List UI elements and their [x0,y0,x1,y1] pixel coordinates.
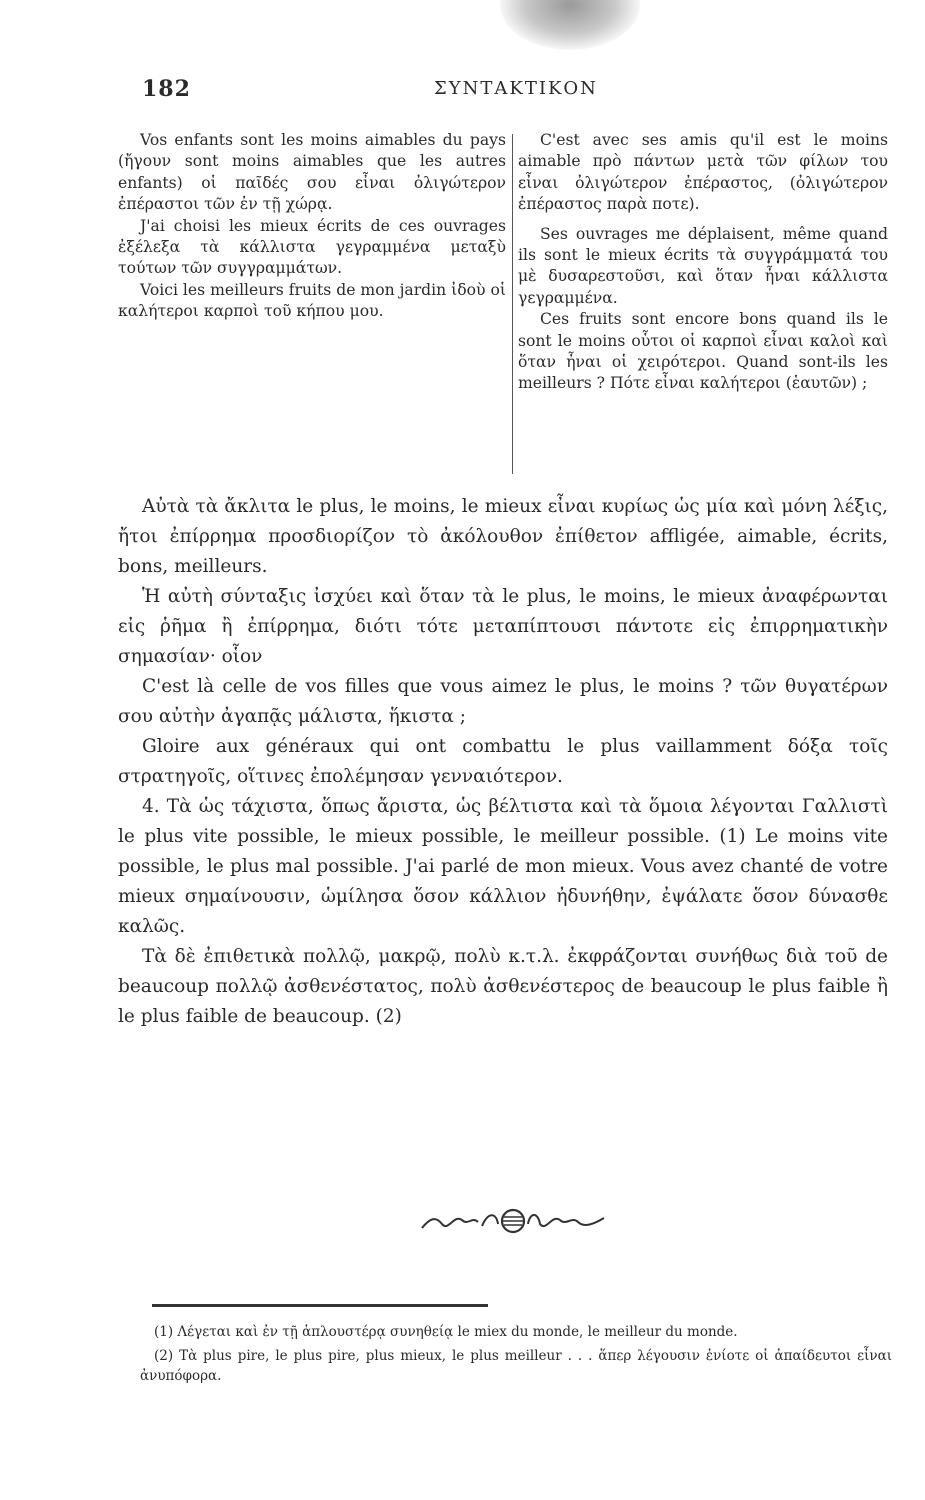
footnote-rule [152,1304,488,1307]
two-column-examples [118,130,888,480]
body-paragraph-2: Ἡ αὐτὴ σύνταξις ἰσχύει καὶ ὅταν τὰ le plus, le moins, le mieux ἀναφέρωνται εἰς ῥῆμα ἢ ἐπίρρημα, διότι τότε μεταπίπτουσι πάντοτε εἰς ἐπιρρηματικὴν σημασίαν· οἷον [118,586,888,667]
left-example-3: Voici les meilleurs fruits de mon jardin ἰδοὺ οἱ καλήτεροι καρποὶ τοῦ κήπου μου. [118,280,506,321]
left-example-1: Vos enfants sont les moins aimables du pays (ἤγουν sont moins aimables que les autres enfants) οἱ παῖδές σου εἶναι ὀλιγώτερον ἐπέραστοι τῶν ἐν τῇ χώρᾳ. [118,131,506,214]
body-paragraph-3: C'est là celle de vos filles que vous aimez le plus, le moins ? τῶν θυγατέρων σου αὐτὴν ἀγαπᾷς μάλιστα, ἥκιστα ; [118,676,888,727]
body-paragraph-5: 4. Τὰ ὡς τάχιστα, ὅπως ἄριστα, ὡς βέλτιστα καὶ τὰ ὅμοια λέγονται Γαλλιστὶ le plus vite possible, le mieux possible, le meilleur possible. (1) Le moins vite possible, le plus mal possible. J'ai parlé de mon mieux. Vous avez chanté de votre mieux σημαίνουσιν, ὡμίλησα ὅσον κάλλιον ἠδυνήθην, ἐψάλατε ὅσον δύνασθε καλῶς. [118,796,888,937]
right-example-1: C'est avec ses amis qu'il est le moins aimable πρὸ πάντων μετὰ τῶν φίλων του εἶναι ὀλιγώτερον ἐπέραστος, (ὀλιγώτερον ἐπέραστος παρὰ ποτε). [518,131,888,214]
body-paragraph-6: Τὰ δὲ ἐπιθετικὰ πολλῷ, μακρῷ, πολὺ κ.τ.λ. ἐκφράζονται συνήθως διὰ τοῦ de beaucoup πολλῷ ἀσθενέστατος, πολὺ ἀσθενέστερος de beaucoup le plus faible ἢ le plus faible de beaucoup. (2) [118,946,888,1027]
scan-smudge [500,0,640,50]
left-example-2: J'ai choisi les mieux écrits de ces ouvrages ἐξέλεξα τὰ κάλλιστα γεγραμμένα μεταξὺ τούτων τῶν συγγραμμάτων. [118,216,506,278]
body-paragraph-4: Gloire aux généraux qui ont combattu le plus vaillamment δόξα τοῖς στρατηγοῖς, οἵτινες ἐπολέμησαν γενναιότερον. [118,736,888,787]
right-example-3: Ces fruits sont encore bons quand ils le sont le moins οὗτοι οἱ καρποὶ εἶναι καλοὶ καὶ ὅταν ἦναι οἱ χειρότεροι. Quand sont-ils les meilleurs ? Πότε εἶναι καλήτεροι (ἑαυτῶν) ; [518,310,888,393]
left-column [118,130,506,323]
right-column [518,130,888,395]
page-header [142,76,890,106]
column-divider [512,134,513,474]
footnote-1: (1) Λέγεται καὶ ἐν τῇ ἁπλουστέρᾳ συνηθείᾳ le miex du monde, le meilleur du monde. [154,1324,738,1340]
ornament-divider [418,1206,608,1236]
body-paragraph-1: Αὐτὰ τὰ ἄκλιτα le plus, le moins, le mieux εἶναι κυρίως ὡς μία καὶ μόνη λέξις, ἤτοι ἐπίρρημα προσδιορίζον τὸ ἀκόλουθον ἐπίθετον affligée, aimable, écrits, bons, meilleurs. [118,496,888,577]
footnotes [140,1322,892,1390]
footnote-2: (2) Τὰ plus pire, le plus pire, plus mieux, le plus meilleur . . . ἅπερ λέγουσιν ἐνίοτε οἱ ἀπαίδευτοι εἶναι ἀνυπόφορα. [140,1348,892,1384]
running-title: ΣΥΝΤΑΚΤΙΚΟΝ [434,78,598,99]
right-example-2: Ses ouvrages me déplaisent, même quand ils sont le mieux écrits τὰ συγγράμματά του μὲ δυσαρεστοῦσι, καὶ ὅταν ἦναι κάλλιστα γεγραμμένα. [518,224,888,307]
page-number: 182 [142,76,191,102]
body-text [118,492,888,1032]
